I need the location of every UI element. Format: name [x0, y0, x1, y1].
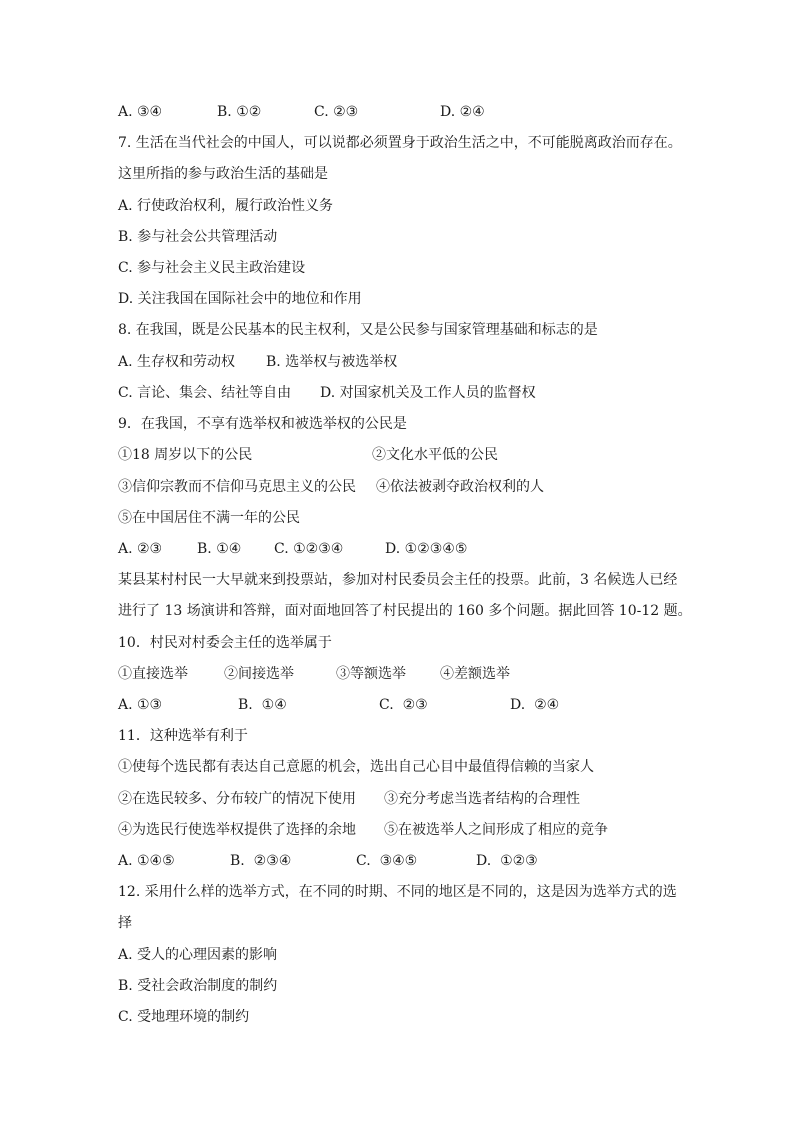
q9-statement-2: ②文化水平低的公民	[372, 447, 498, 463]
material-line2: 进行了 13 场演讲和答辩，面对面地回答了村民提出的 160 多个问题。据此回答 10-12 题。	[118, 603, 692, 619]
q9-stem: 9．在我国，不享有选举权和被选举权的公民是	[118, 416, 407, 432]
q12-stem-line1: 12. 采用什么样的选举方式，在不同的时期、不同的地区是不同的，这是因为选举方式的选	[118, 884, 677, 900]
q7-option-a: A. 行使政治权利，履行政治性义务	[118, 198, 334, 214]
q7-stem-line1: 7. 生活在当代社会的中国人，可以说都必须置身于政治生活之中，不可能脱离政治而存在。	[118, 135, 682, 151]
q10-statement-4: ④差额选举	[440, 666, 510, 682]
q6-option-b: B. ①②	[217, 104, 262, 120]
q10-option-c: C. ②③	[379, 697, 428, 713]
q7-option-d: D. 关注我国在国际社会中的地位和作用	[118, 291, 362, 307]
q11-statement-5: ⑤在被选举人之间形成了相应的竞争	[384, 822, 608, 838]
q7-option-c: C. 参与社会主义民主政治建设	[118, 260, 306, 276]
q11-stem: 11．这种选举有利于	[118, 728, 248, 744]
q9-statement-3: ③信仰宗教而不信仰马克思主义的公民	[118, 479, 356, 495]
q11-option-c: C. ③④⑤	[356, 853, 418, 869]
q11-option-a: A. ①④⑤	[118, 853, 175, 869]
q8-option-c: C. 言论、集会、结社等自由	[118, 385, 292, 401]
q12-stem-line2: 择	[118, 915, 132, 931]
q11-option-d: D. ①②③	[476, 853, 538, 869]
q11-statement-4: ④为选民行使选举权提供了选择的余地	[118, 822, 356, 838]
q11-option-b: B. ②③④	[230, 853, 292, 869]
q12-option-b: B. 受社会政治制度的制约	[118, 978, 278, 994]
q12-option-a: A. 受人的心理因素的影响	[118, 947, 278, 963]
q9-option-d: D. ①②③④⑤	[385, 541, 468, 557]
q10-option-b: B. ①④	[238, 697, 287, 713]
q9-option-b: B. ①④	[197, 541, 242, 557]
q8-option-d: D. 对国家机关及工作人员的监督权	[320, 385, 536, 401]
q11-statement-1: ①使每个选民都有表达自己意愿的机会，选出自己心目中最值得信赖的当家人	[118, 759, 594, 775]
q11-statement-3: ③充分考虑当选者结构的合理性	[384, 791, 580, 807]
q7-option-b: B. 参与社会公共管理活动	[118, 229, 278, 245]
q9-option-c: C. ①②③④	[274, 541, 344, 557]
q10-stem: 10．村民对村委会主任的选举属于	[118, 635, 332, 651]
q8-option-a: A. 生存权和劳动权	[118, 354, 236, 370]
q8-option-b: B. 选举权与被选举权	[266, 354, 398, 370]
q12-option-c: C. 受地理环境的制约	[118, 1009, 250, 1025]
q6-option-d: D. ②④	[440, 104, 485, 120]
q10-statement-3: ③等额选举	[336, 666, 406, 682]
q10-option-d: D. ②④	[510, 697, 560, 713]
q7-stem-line2: 这里所指的参与政治生活的基础是	[118, 166, 328, 182]
material-line1: 某县某村村民一大早就来到投票站，参加对村民委员会主任的投票。此前，3 名候选人已经	[118, 572, 678, 588]
q10-option-a: A. ①③	[118, 697, 163, 713]
q9-option-a: A. ②③	[118, 541, 163, 557]
q10-statement-2: ②间接选举	[224, 666, 294, 682]
q8-stem: 8. 在我国，既是公民基本的民主权利，又是公民参与国家管理基础和标志的是	[118, 322, 598, 338]
q9-statement-1: ①18 周岁以下的公民	[118, 447, 253, 463]
q11-statement-2: ②在选民较多、分布较广的情况下使用	[118, 791, 356, 807]
q9-statement-5: ⑤在中国居住不满一年的公民	[118, 510, 300, 526]
q10-statement-1: ①直接选举	[118, 666, 188, 682]
q6-option-a: A. ③④	[118, 104, 163, 120]
q6-option-c: C. ②③	[314, 104, 359, 120]
q9-statement-4: ④依法被剥夺政治权利的人	[376, 479, 544, 495]
